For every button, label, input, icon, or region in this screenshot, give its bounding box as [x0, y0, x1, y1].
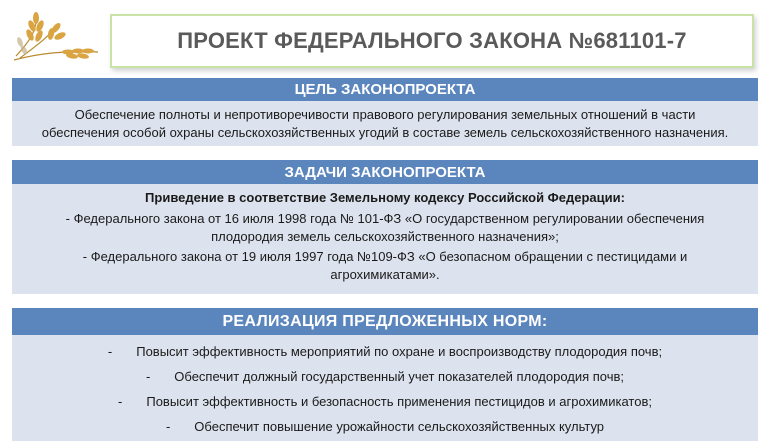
list-item [12, 389, 758, 414]
wheat-icon [6, 10, 106, 68]
bullet-dash: - [118, 393, 123, 409]
list-item [12, 414, 758, 439]
task-item [12, 210, 758, 246]
task-line: - Федерального закона от 19 июля 1997 года №109-ФЗ «О безопасном обращении с пестицидами и [82, 249, 688, 264]
list-item-text: Обеспечит повышение урожайности сельскохозяйственных культур [194, 418, 605, 434]
tasks-intro: Приведение в соответствие Земельному кодексу Российской Федерации: [145, 190, 625, 205]
title-banner [110, 14, 754, 68]
task-item [12, 248, 758, 284]
list-item [12, 339, 758, 364]
tasks-section [12, 160, 758, 294]
goal-body [12, 101, 758, 146]
goal-line: Обеспечение полноты и непротиворечивости правового регулирования земельных отношений в части [74, 107, 696, 122]
implementation-section [12, 308, 758, 441]
task-line: агрохимикатами». [330, 267, 440, 282]
implementation-body [12, 335, 758, 441]
implementation-heading: РЕАЛИЗАЦИЯ ПРЕДЛОЖЕННЫХ НОРМ: [12, 308, 758, 335]
page-title: ПРОЕКТ ФЕДЕРАЛЬНОГО ЗАКОНА №681101-7 [177, 28, 687, 53]
goal-section [12, 78, 758, 146]
bullet-dash: - [165, 418, 171, 434]
goal-line: обеспечения особой охраны сельскохозяйственных угодий в составе земель сельскохозяйственного назначения. [41, 125, 729, 140]
bullet-dash: - [145, 368, 151, 384]
list-item [12, 364, 758, 389]
task-line: плодородия земель сельскохозяйственного назначения»; [211, 229, 559, 244]
task-line: - Федерального закона от 16 июля 1998 года № 101-ФЗ «О государственном регулировании обеспечения [65, 211, 705, 226]
list-item-text: Повысит эффективность и безопасность применения пестицидов и агрохимикатов; [146, 393, 652, 409]
tasks-heading: ЗАДАЧИ ЗАКОНОПРОЕКТА [12, 160, 758, 184]
tasks-body [12, 184, 758, 294]
bullet-dash: - [107, 343, 113, 359]
list-item-text: Повысит эффективность мероприятий по охране и воспроизводству плодородия почв; [136, 343, 663, 359]
list-item-text: Обеспечит должный государственный учет показателей плодородия почв; [174, 368, 625, 384]
goal-heading: ЦЕЛЬ ЗАКОНОПРОЕКТА [12, 78, 758, 101]
